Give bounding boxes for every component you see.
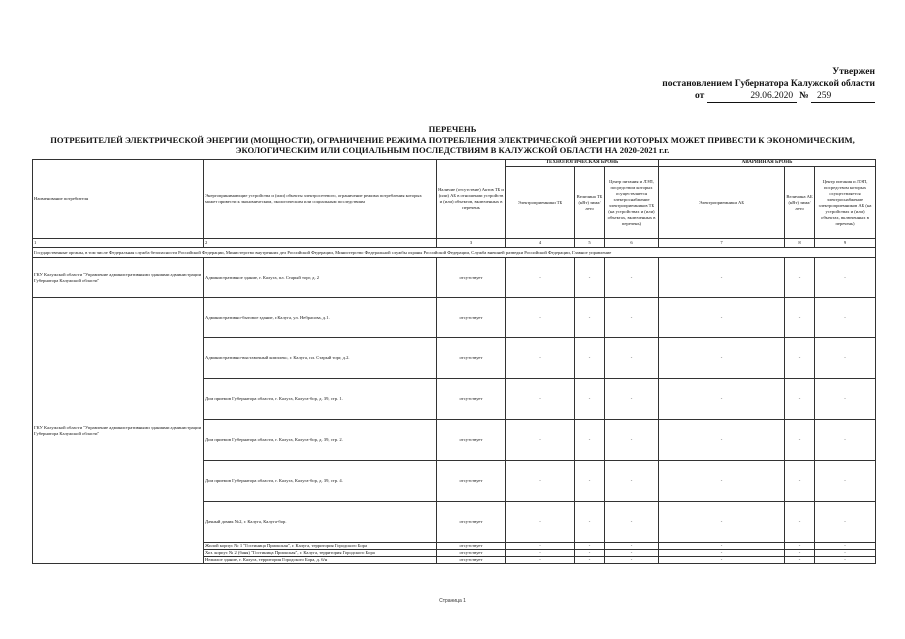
ab-receivers: - bbox=[659, 461, 785, 502]
device-object: Административное здание, г. Калуга, пл. Старый торг, д. 2 bbox=[204, 258, 437, 298]
tb-center: - bbox=[605, 543, 659, 550]
approval-number-value: 259 bbox=[817, 91, 832, 101]
section-row bbox=[33, 248, 876, 258]
number-label: № bbox=[799, 91, 809, 101]
approval-date-value: 29.06.2020 bbox=[750, 91, 794, 101]
table-row bbox=[33, 298, 876, 338]
document-title bbox=[0, 124, 905, 156]
column-number: 3 bbox=[437, 239, 506, 248]
approval-decree: постановлением Губернатора Калужской области bbox=[662, 79, 875, 89]
acts-status: отсутствует bbox=[437, 461, 506, 502]
acts-status: отсутствует bbox=[437, 543, 506, 550]
ab-center: - bbox=[815, 298, 876, 338]
ab-receivers: - bbox=[659, 550, 785, 557]
header-acts: Наличие (отсутствие) Актов ТБ и (или) АБ в отношении устройств и (или) объектов, включенных в перечень bbox=[437, 160, 506, 239]
column-number: 9 bbox=[815, 239, 876, 248]
column-numbers-row bbox=[33, 239, 876, 248]
ab-receivers: - bbox=[659, 502, 785, 543]
ab-receivers: - bbox=[659, 543, 785, 550]
ab-center: - bbox=[815, 502, 876, 543]
tb-center: - bbox=[605, 461, 659, 502]
tb-receivers: - bbox=[506, 338, 575, 379]
acts-status: отсутствует bbox=[437, 557, 506, 564]
header-ab-receivers: Электроприемники АБ bbox=[659, 167, 785, 239]
approval-number bbox=[811, 90, 875, 103]
tb-center: - bbox=[605, 502, 659, 543]
header-tb-value: Величина ТБ (кВт) зима/лето bbox=[575, 167, 605, 239]
ab-value: - bbox=[785, 379, 815, 420]
tb-center: - bbox=[605, 298, 659, 338]
header-devices: Энергопринимающие устройства и (или) объекты электросетевого, ограничение режима потребления которых может привести к экономическим, экологическим или социальным последствиям bbox=[204, 160, 437, 239]
tb-value: - bbox=[575, 379, 605, 420]
section-title: Государственные органы, в том числе Федеральная служба безопасности Российской Федерации, Министерство внутренних дел Российской Федерации, Министерство Федеральной службы охраны Российской Федерации, Служба внешней разведки Российской Федерации, Главное управление bbox=[33, 248, 876, 258]
device-object: Административно-выставочный комплекс, г. Калуга, пл. Старый торг, д.2. bbox=[204, 338, 437, 379]
tb-center: - bbox=[605, 258, 659, 298]
column-number: 4 bbox=[506, 239, 575, 248]
header-tb-receivers: Электроприемники ТБ bbox=[506, 167, 575, 239]
tb-receivers: - bbox=[506, 543, 575, 550]
approval-date-line bbox=[662, 90, 875, 103]
from-label: от bbox=[695, 91, 705, 101]
approval-block bbox=[662, 66, 875, 103]
tb-value: - bbox=[575, 338, 605, 379]
tb-value: - bbox=[575, 502, 605, 543]
tb-center: - bbox=[605, 550, 659, 557]
column-number: 7 bbox=[659, 239, 785, 248]
ab-value: - bbox=[785, 557, 815, 564]
approval-date bbox=[707, 90, 797, 103]
title-line-3: ЭКОЛОГИЧЕСКИМ ИЛИ СОЦИАЛЬНЫМ ПОСЛЕДСТВИЯМ В КАЛУЖСКОЙ ОБЛАСТИ НА 2020-2021 г.г. bbox=[235, 145, 670, 155]
ab-center: - bbox=[815, 550, 876, 557]
ab-receivers: - bbox=[659, 338, 785, 379]
ab-center: - bbox=[815, 258, 876, 298]
tb-receivers: - bbox=[506, 557, 575, 564]
tb-center: - bbox=[605, 338, 659, 379]
ab-center: - bbox=[815, 543, 876, 550]
device-object: Нежилое здание, г. Калуга, территория Городского Бора, д. 6/н bbox=[204, 557, 437, 564]
ab-receivers: - bbox=[659, 379, 785, 420]
tb-value: - bbox=[575, 298, 605, 338]
column-number: 2 bbox=[204, 239, 437, 248]
ab-center: - bbox=[815, 461, 876, 502]
device-object: Административно-бытовое здание, г.Калуга, ул. Небрасова, д.1. bbox=[204, 298, 437, 338]
tb-value: - bbox=[575, 258, 605, 298]
header-ab-center: Центр питания и ЛЭП, посредством которых осуществляется электроснабжение электроприемников АБ (на устройствах и (или) объектах, включенных в перечень) bbox=[815, 167, 876, 239]
ab-center: - bbox=[815, 557, 876, 564]
tb-receivers: - bbox=[506, 502, 575, 543]
column-number: 5 bbox=[575, 239, 605, 248]
tb-value: - bbox=[575, 420, 605, 461]
ab-value: - bbox=[785, 461, 815, 502]
tb-value: - bbox=[575, 550, 605, 557]
tb-center: - bbox=[605, 557, 659, 564]
header-ab-group: АВАРИЙНАЯ БРОНЬ bbox=[659, 160, 876, 167]
device-object: Хоз. корпус № 2 (баня) "Гостиница Приокская", г. Калуга, территория Городского Бора bbox=[204, 550, 437, 557]
title-line-1: ПЕРЕЧЕНЬ bbox=[428, 124, 477, 134]
table-row bbox=[33, 258, 876, 298]
device-object: Дом приемов Губернатора области, г. Калуга, Калуга-бор, д. 39, стр. 4. bbox=[204, 461, 437, 502]
ab-center: - bbox=[815, 420, 876, 461]
ab-value: - bbox=[785, 502, 815, 543]
ab-receivers: - bbox=[659, 298, 785, 338]
title-line-2: ПОТРЕБИТЕЛЕЙ ЭЛЕКТРИЧЕСКОЙ ЭНЕРГИИ (МОЩНОСТИ), ОГРАНИЧЕНИЕ РЕЖИМА ПОТРЕБЛЕНИЯ ЭЛЕКТРИЧЕСКОЙ ЭНЕРГИИ КОТОРЫХ МОЖЕТ ПРИВЕСТИ К ЭКОНОМИЧЕСКИМ, bbox=[50, 134, 855, 145]
acts-status: отсутствует bbox=[437, 420, 506, 461]
header-tb-group: ТЕХНОЛОГИЧЕСКАЯ БРОНЬ bbox=[506, 160, 659, 167]
tb-value: - bbox=[575, 461, 605, 502]
page-footer: Страница 1 bbox=[439, 598, 466, 604]
approval-title: Утвержен bbox=[832, 67, 875, 77]
tb-receivers: - bbox=[506, 420, 575, 461]
ab-receivers: - bbox=[659, 258, 785, 298]
column-number: 8 bbox=[785, 239, 815, 248]
device-object: Дом приемов Губернатора области, г. Калуга, Калуга-бор, д. 39, стр. 2. bbox=[204, 420, 437, 461]
tb-center: - bbox=[605, 420, 659, 461]
ab-value: - bbox=[785, 543, 815, 550]
header-ab-value: Величина АБ (кВт) зима/лето bbox=[785, 167, 815, 239]
ab-center: - bbox=[815, 338, 876, 379]
tb-center: - bbox=[605, 379, 659, 420]
acts-status: отсутствует bbox=[437, 258, 506, 298]
ab-receivers: - bbox=[659, 557, 785, 564]
ab-value: - bbox=[785, 338, 815, 379]
tb-receivers: - bbox=[506, 258, 575, 298]
acts-status: отсутствует bbox=[437, 298, 506, 338]
header-consumer: Наименование потребителя bbox=[33, 160, 204, 239]
tb-value: - bbox=[575, 557, 605, 564]
tb-receivers: - bbox=[506, 550, 575, 557]
device-object: Жилой корпус № 1 "Гостиница Приокская", г. Калуга, территория Городского Бора bbox=[204, 543, 437, 550]
acts-status: отсутствует bbox=[437, 338, 506, 379]
column-number: 1 bbox=[33, 239, 204, 248]
column-number: 6 bbox=[605, 239, 659, 248]
ab-value: - bbox=[785, 258, 815, 298]
consumers-table bbox=[32, 159, 876, 564]
tb-receivers: - bbox=[506, 379, 575, 420]
ab-center: - bbox=[815, 379, 876, 420]
tb-receivers: - bbox=[506, 298, 575, 338]
ab-value: - bbox=[785, 298, 815, 338]
consumer-name: ГКУ Калужской области "Управление административными зданиями администрации Губернатора Калужской области" bbox=[33, 298, 204, 564]
consumer-name: ГКУ Калужской области "Управление административными зданиями администрации Губернатора Калужской области" bbox=[33, 258, 204, 298]
device-object: Дом приемов Губернатора области, г. Калуга, Калуга-бор, д. 39, стр. 1. bbox=[204, 379, 437, 420]
tb-receivers: - bbox=[506, 461, 575, 502]
device-object: Дачный домик №2, г. Калуга, Калуга-бор. bbox=[204, 502, 437, 543]
ab-receivers: - bbox=[659, 420, 785, 461]
ab-value: - bbox=[785, 550, 815, 557]
acts-status: отсутствует bbox=[437, 502, 506, 543]
ab-value: - bbox=[785, 420, 815, 461]
acts-status: отсутствует bbox=[437, 379, 506, 420]
acts-status: отсутствует bbox=[437, 550, 506, 557]
header-tb-center: Центр питания и ЛЭП, посредством которых осуществляется электроснабжение электроприемников ТБ (на устройствах и (или) объектах, включенных в перечень) bbox=[605, 167, 659, 239]
tb-value: - bbox=[575, 543, 605, 550]
